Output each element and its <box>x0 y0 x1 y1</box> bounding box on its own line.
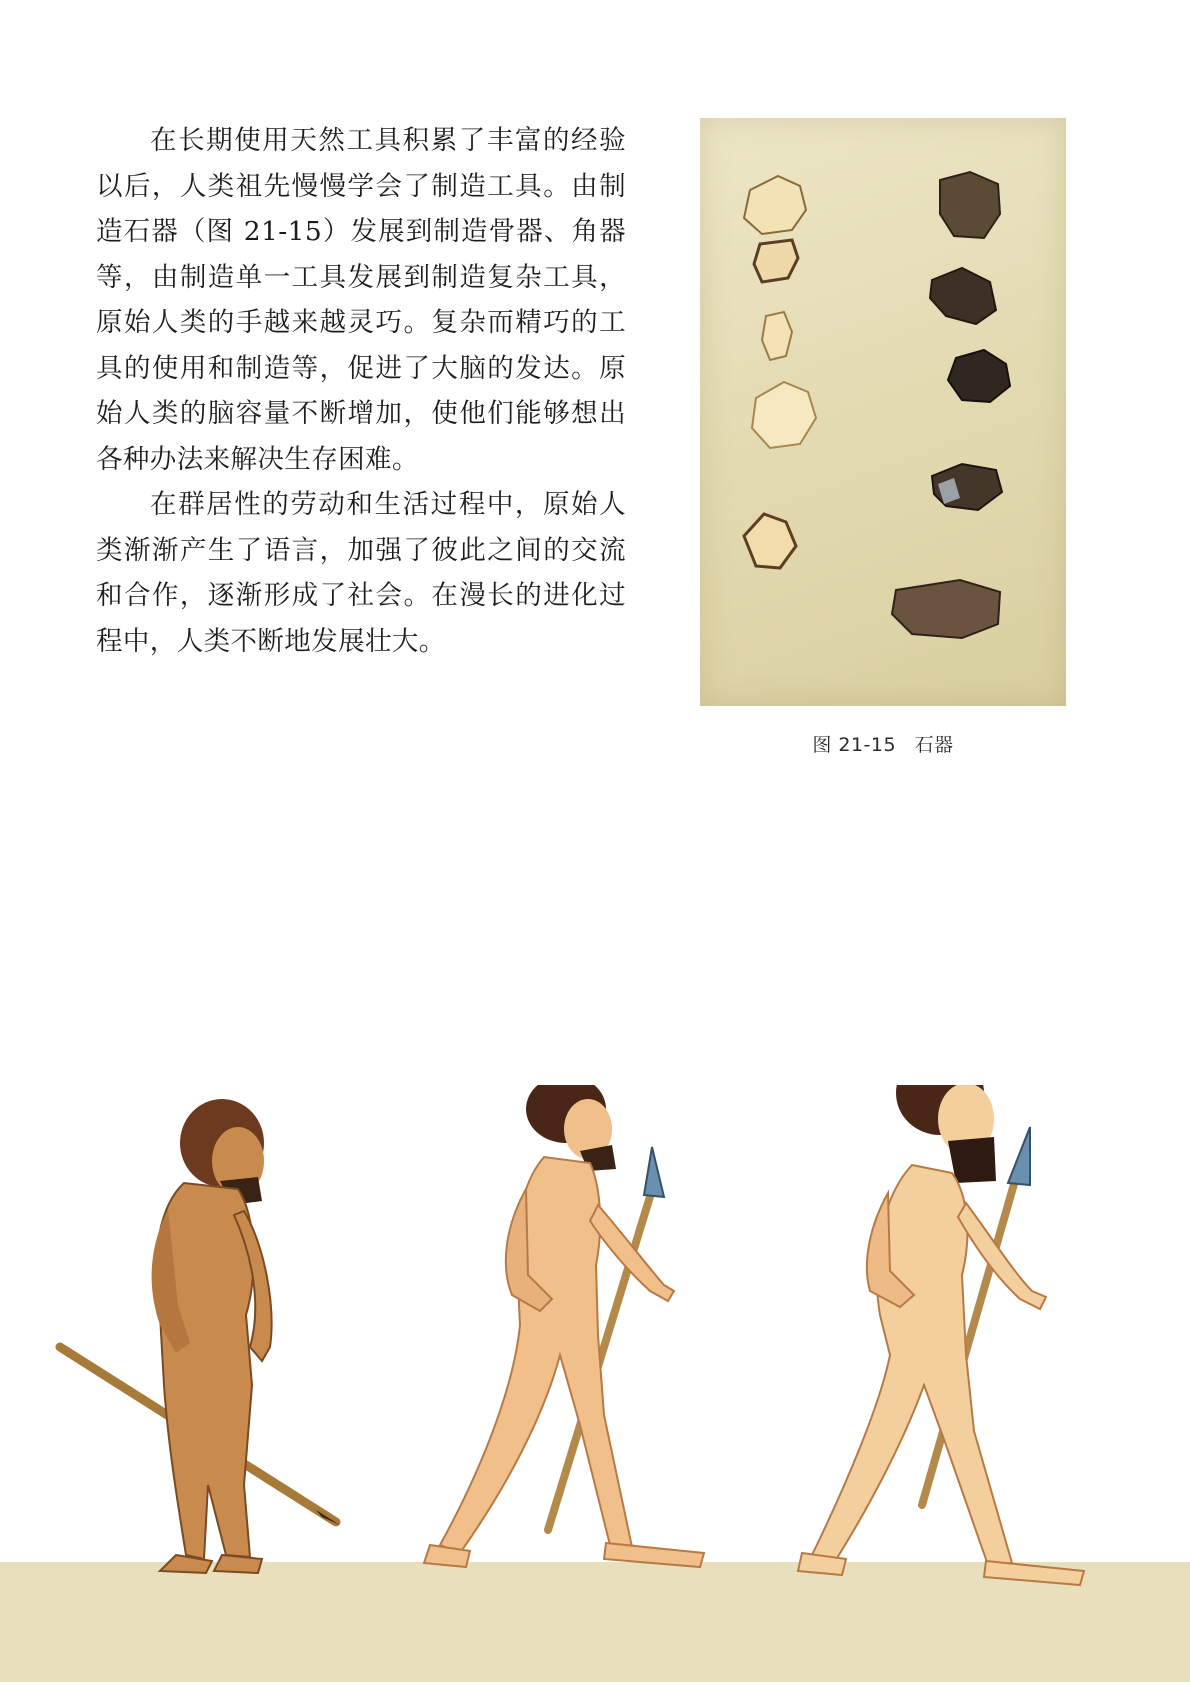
paragraph-tool-making: 在长期使用天然工具积累了丰富的经验以后，人类祖先慢慢学会了制造工具。由制造石器（图 21-15）发展到制造骨器、角器等，由制造单一工具发展到制造复杂工具，原始人类的手越来越灵巧。复杂而精巧的工具的使用和制造等，促进了大脑的发达。原始人类的脑容量不断增加，使他们能够想出各种办法来解决生存困难。 <box>96 125 626 475</box>
paragraph-language-society: 在群居性的劳动和生活过程中，原始人类渐渐产生了语言，加强了彼此之间的交流和合作，逐渐形成了社会。在漫长的进化过程中，人类不断地发展壮大。 <box>96 489 626 657</box>
stone-tools-photo <box>700 118 1066 706</box>
early-hominid-figure <box>60 1099 340 1573</box>
dark-stone-tools <box>892 172 1010 638</box>
late-human-figure <box>798 1085 1084 1585</box>
light-stone-tools <box>744 176 816 568</box>
human-evolution-illustration <box>0 1085 1190 1682</box>
body-text <box>96 118 626 664</box>
figure-caption <box>700 730 1066 757</box>
figure-title: 石器 <box>914 734 954 756</box>
middle-hominid-figure <box>424 1085 704 1567</box>
figure-number: 图 21-15 <box>812 734 897 756</box>
